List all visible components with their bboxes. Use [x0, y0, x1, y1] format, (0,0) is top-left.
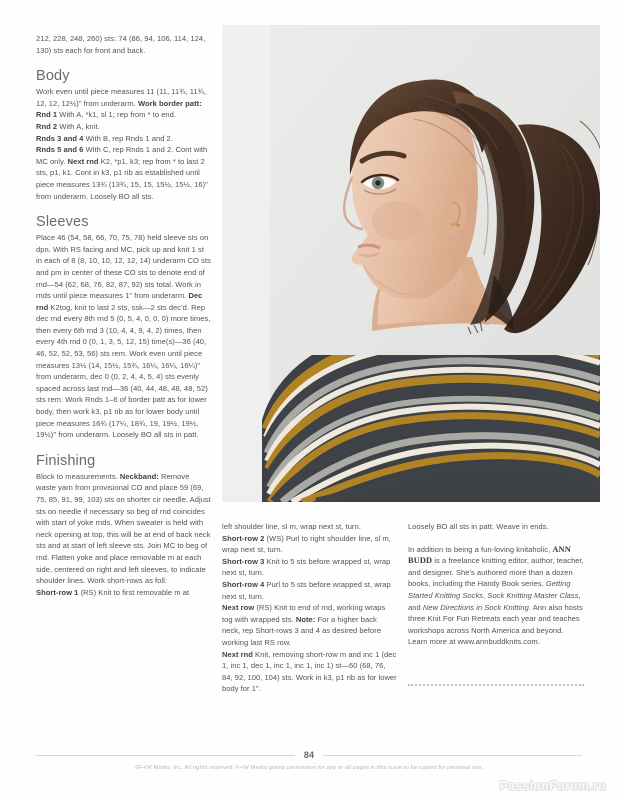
column-middle-lower — [222, 521, 397, 695]
next-row-lead: Next row — [222, 603, 255, 613]
short-row-1 — [36, 587, 211, 599]
short-row-1-text: (RS) Knit to first removable m at — [78, 587, 190, 597]
paragraph-continuation: 212, 228, 248, 260) sts: 74 (86, 94, 106, 114, 124, 130) sts each for front and back. — [36, 34, 206, 55]
rnd2-text: With A, knit. — [57, 121, 100, 131]
body-rnds34 — [36, 133, 211, 145]
rnds56-lead: Rnds 5 and 6 — [36, 145, 84, 155]
column-left-upper — [36, 33, 211, 598]
next-rnd-text: K2, *p1, k3; rep from * to last 2 sts, p1, k1. Cont in k3, p1 rib as established until piece measures 13¾ (13¾, 15, 15, 15½, 15½, 16)" from underarm. Loosely BO all sts. — [36, 156, 208, 201]
final-instruction: Loosely BO all sts in patt. Weave in ends. — [408, 522, 549, 531]
sleeves-text-b: K2tog, knit to last 2 sts, ssk—2 sts dec'd. Rep dec rnd every 8th rnd 5 (0, 5, 4, 0, 0, 0) more times, then every 6th rnd 3 (10, 4, 4, 9, 4, 2) times, then every 4th rnd 0 (0, 1, 3, 5, 12, 15) time(s)—36 (40, 46, 52, 52, 53, 56) sts rem. Work even until piece measures 13½ (14, 15½, 15¾, 16¼, 16¼, 16¼)" from underarm, dec 0 (0, 2, 4, 4, 5, 4) sts evenly spaced across last rnd—36 (40, 44, 48, 48, 48, 52) sts rem. Work Rnds 1–6 of border patt as for lower body, then work k3, p1 rib as for lower body until piece measures 16¾ (17¼, 18¾, 19, 19½, 19½, 19½)" from underarm. Loosely BO all sts in patt. — [36, 302, 211, 440]
body-intro-text: Work even until piece measures 11 (11, 11¾, 11¾, 12, 12, 12½)" from underarm. — [36, 87, 207, 108]
page-number: 84 — [303, 750, 315, 760]
short-row-3-lead: Short-row 3 — [222, 556, 265, 566]
designer-name: ANN BUDD — [408, 544, 571, 566]
finishing-text-a: Block to measurements. — [36, 471, 120, 481]
short-row-1-lead: Short-row 1 — [36, 587, 79, 597]
short-row-3 — [222, 556, 397, 579]
heading-finishing: Finishing — [36, 452, 96, 469]
heading-sleeves: Sleeves — [36, 214, 89, 231]
copyright-notice: ©F+W Media, Inc. All rights reserved. F+W Media grants permission for any or all pages in this issue to be copied for personal use. — [134, 765, 484, 771]
finishing-instructions — [36, 471, 211, 587]
short-row-4-text: Purl to 5 sts before wrapped st, wrap next st, turn. — [222, 579, 391, 601]
body-border-patt-lead: Work border patt: — [137, 98, 202, 108]
neckband-lead: Neckband: — [119, 471, 159, 481]
finishing-text-b: Remove waste yarn from provisional CO and place 59 (69, 75, 85, 91, 99, 103) sts on shorter cir needle. Adjust sts on needle if necessary so beg of rnd coincides with start of yoke rnds. When sweater is held with neck opening at top, this will be at end of back neck sts and at start of left sleeve sts. Join MC to beg of rnd. Flatten yoke and place removable m at each side, centered on right and left sleeves, to indicate shoulder lines. Work short-rows as foll: — [36, 471, 211, 586]
designer-bio — [408, 544, 584, 648]
body-intro — [36, 86, 211, 109]
short-row-2-lead: Short-row 2 — [222, 533, 265, 543]
short-row-3-text: Knit to 5 sts before wrapped st, wrap next st, turn. — [222, 556, 391, 578]
bio-sep-1: , — [483, 590, 488, 600]
body-rnd1 — [36, 109, 211, 121]
earring — [456, 223, 460, 227]
rnd2-lead: Rnd 2 — [36, 121, 58, 131]
short-row-4-lead: Short-row 4 — [222, 579, 265, 589]
bio-text-c: . Ann also hosts three Knit For Fun Retreats each year and teaches workshops across North America and beyond. Learn more at www.annbuddknits.com. — [408, 602, 583, 647]
footer-rule-right — [323, 755, 582, 756]
body-rnds56 — [36, 144, 211, 202]
dec-rnd-lead: Dec rnd — [36, 291, 203, 312]
book-title-2: Sock Knitting Master Class — [487, 590, 579, 600]
rnd1-lead: Rnd 1 — [36, 110, 58, 120]
short-row-1-continuation: left shoulder line, sl m, wrap next st, turn. — [222, 522, 361, 531]
body-rnd2 — [36, 121, 211, 133]
note-lead: Note: — [295, 614, 316, 624]
footer-rule-left — [36, 755, 295, 756]
short-row-2-text: (WS) Purl to right shoulder line, sl m, wrap next st, turn. — [222, 533, 391, 555]
next-rnd-final-lead: Next rnd — [222, 649, 253, 659]
model-photograph — [222, 25, 600, 502]
heading-body: Body — [36, 68, 70, 85]
next-rnd — [222, 649, 397, 695]
site-watermark: PassionForum.ru — [499, 779, 606, 793]
book-title-1: Getting Started Knitting Socks — [408, 579, 571, 600]
dotted-divider — [408, 684, 584, 688]
short-row-2 — [222, 533, 397, 556]
paragraph-spacer — [408, 533, 584, 544]
bio-sep-2: , and — [408, 590, 581, 612]
bio-text-b: is a freelance knitting editor, author, teacher, and designer. She's authored more than a dozen books, including the Handy Book series, — [408, 556, 584, 589]
photo-illustration — [222, 25, 600, 502]
rnd1-text: With A, *k1, sl 1; rep from * to end. — [57, 110, 177, 120]
rnds34-text: With B, rep Rnds 1 and 2. — [83, 133, 173, 143]
book-title-3: New Directions in Sock Knitting — [422, 602, 529, 612]
next-row-text: (RS) Knit to end of rnd, working wraps tog with wrapped sts. — [222, 603, 386, 624]
sleeves-instructions — [36, 232, 211, 441]
short-row-4 — [222, 579, 397, 602]
footer-rule — [36, 748, 582, 762]
next-row — [222, 602, 397, 648]
next-rnd-lead: Next rnd — [67, 156, 99, 166]
rnds56-text: With C, rep Rnds 1 and 2. Cont with MC only. — [36, 145, 208, 166]
bio-text-a: In addition to being a fun-loving knitaholic, — [408, 544, 553, 554]
rnds34-lead: Rnds 3 and 4 — [36, 133, 84, 143]
note-text: For a higher back neck, rep Short-rows 3 and 4 as desired before working last RS row. — [222, 614, 382, 647]
column-right-lower — [408, 521, 584, 648]
next-rnd-final-text: Knit, removing short-row m and inc 1 (dec 1, inc 1, dec 1, inc 1, inc 1, inc 1) st—60 (68, 76, 84, 92, 100, 104) sts. Work in k3, p1 rib as for lower body for 1". — [222, 649, 397, 694]
sleeves-text-a: Place 46 (54, 58, 66, 70, 75, 78) held sleeve sts on dpn. With RS facing and MC, pick up and knit 1 st in each of 8 (8, 10, 10, 12, 12, 14) underarm CO sts and pm in center of these CO sts to denote end of rnd—54 (62, 68, 76, 82, 87, 92) sts total. Work in rnds until piece measures 1" from underarm. — [36, 233, 211, 301]
